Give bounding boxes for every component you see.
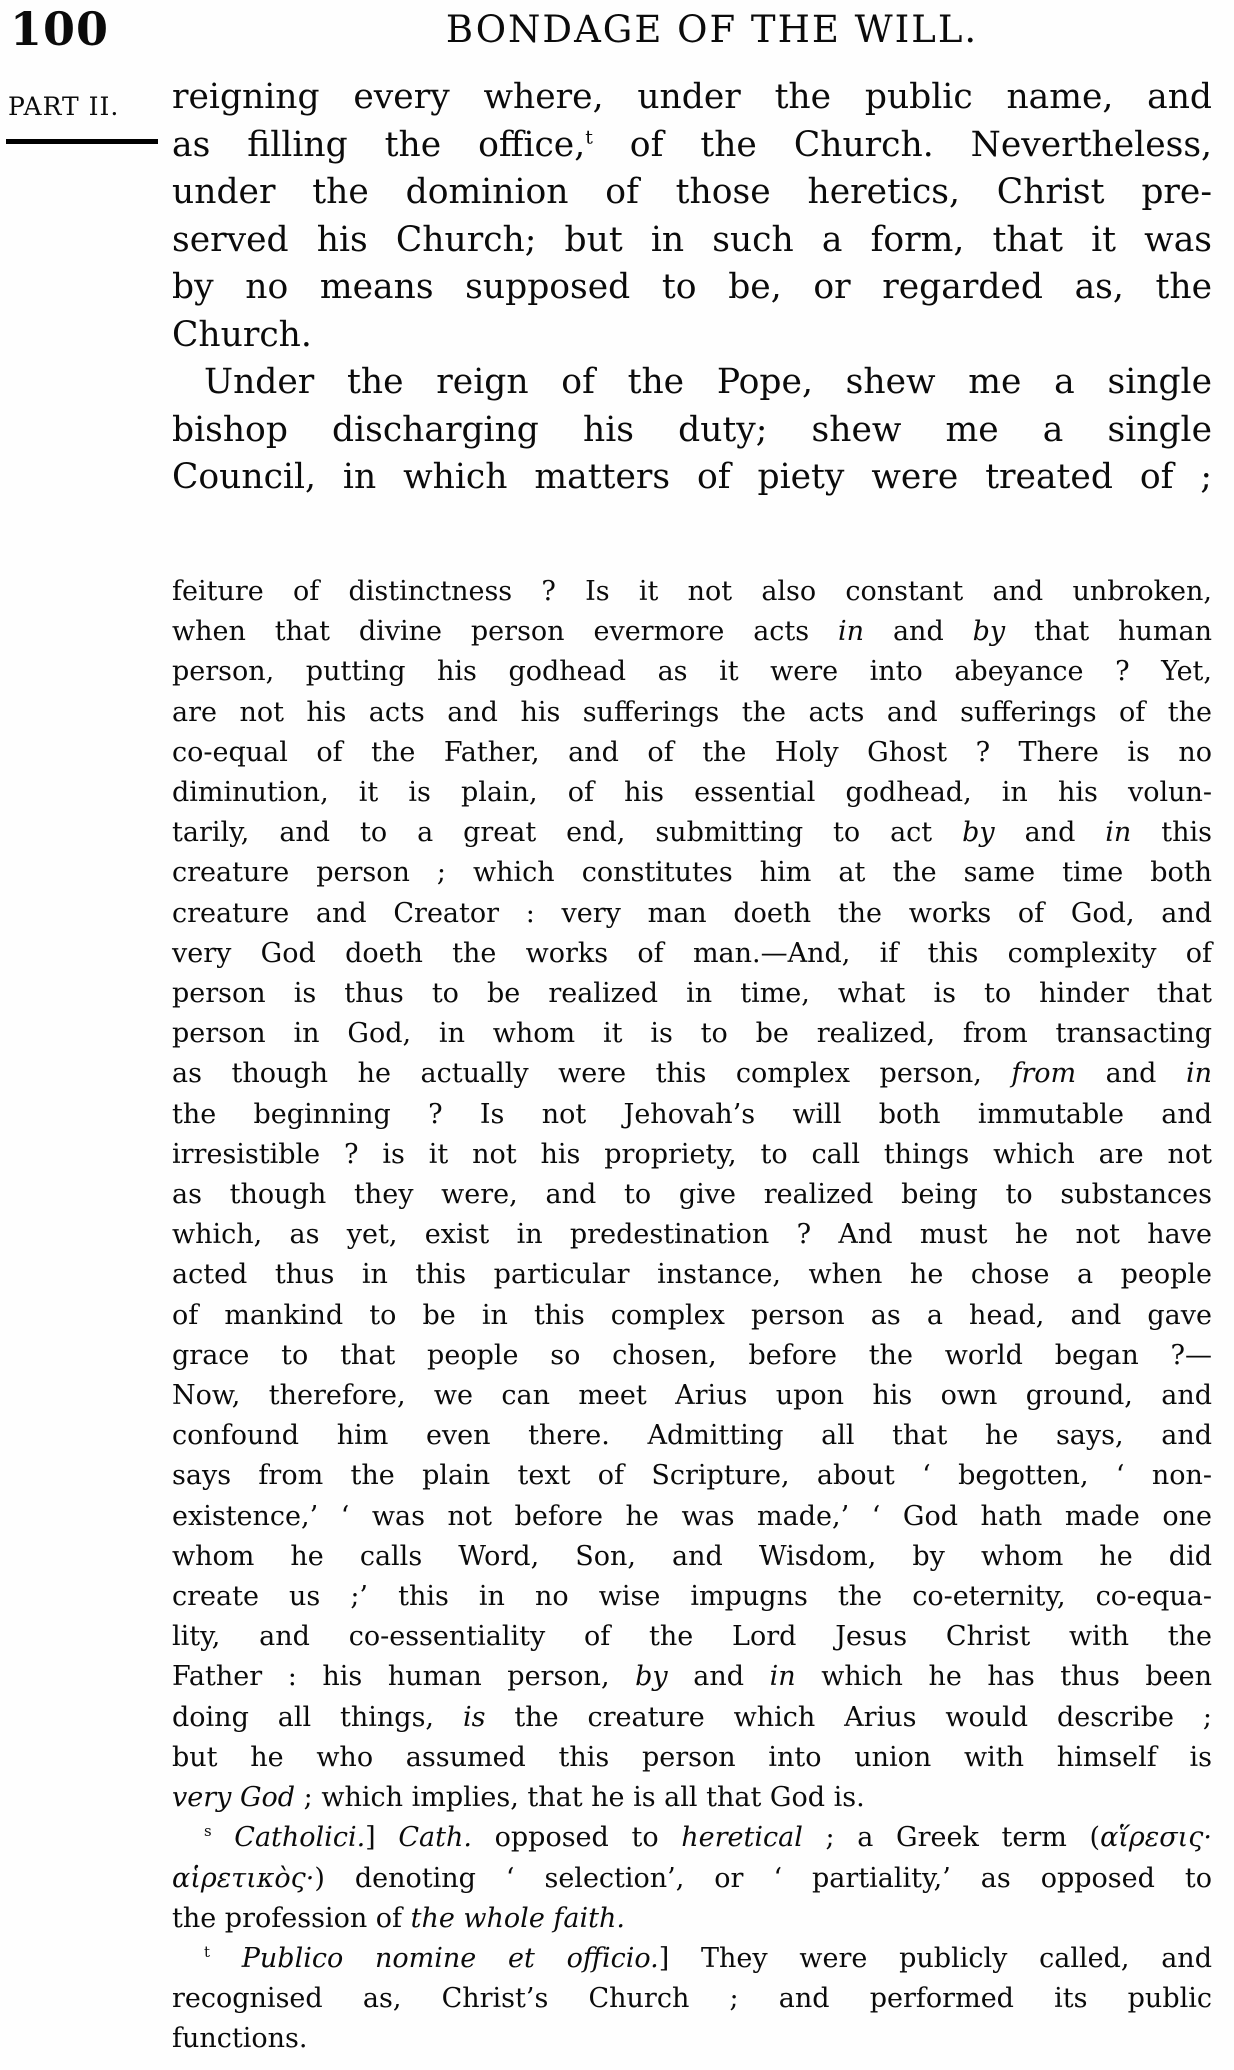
text-line: doing all things, is the creature which Arius would describe ; bbox=[172, 1701, 1212, 1733]
part-label: PART II. bbox=[8, 92, 120, 121]
text-line: as filling the office,$^t$ of the Church. Nevertheless, bbox=[172, 124, 1212, 165]
text-line: recognised as, Christ’s Church ; and performed its public bbox=[172, 1983, 1212, 2015]
text-line: Council, in which matters of piety were treated of ; bbox=[172, 457, 1212, 497]
text-line: bishop discharging his duty; shew me a single bbox=[172, 409, 1212, 450]
text-line: αἱρετικὸς·) denoting ‘ selection’, or ‘ partiality,’ as opposed to bbox=[172, 1862, 1212, 1894]
text-line: existence,’ ‘ was not before he was made,’ ‘ God hath made one bbox=[172, 1500, 1212, 1532]
text-line: feiture of distinctness ? Is it not also constant and unbroken, bbox=[172, 576, 1212, 607]
text-line: says from the plain text of Scripture, about ‘ begotten, ‘ non- bbox=[172, 1460, 1212, 1492]
text-line: but he who assumed this person into union with himself is bbox=[172, 1741, 1212, 1773]
text-line: Under the reign of the Pope, shew me a single bbox=[204, 362, 1212, 402]
running-title: BONDAGE OF THE WILL. bbox=[445, 8, 979, 51]
text-line: person in God, in whom it is to be realized, from transacting bbox=[172, 1018, 1212, 1050]
text-line: acted thus in this particular instance, when he chose a people bbox=[172, 1259, 1212, 1291]
body-text bbox=[172, 74, 1212, 502]
text-line: co-equal of the Father, and of the Holy Ghost ? There is no bbox=[172, 736, 1212, 768]
text-line: the profession of the whole faith. bbox=[172, 1902, 625, 1934]
text-line: Father : his human person, by and in which he has thus been bbox=[172, 1661, 1213, 1693]
text-line: whom he calls Word, Son, and Wisdom, by whom he did bbox=[172, 1540, 1212, 1572]
text-line: as though he actually were this complex person, from and in bbox=[172, 1058, 1212, 1090]
margin-rule bbox=[6, 139, 158, 144]
text-line: are not his acts and his sufferings the acts and sufferings of the bbox=[172, 696, 1212, 728]
footnotes bbox=[172, 572, 1212, 2060]
text-line: served his Church; but in such a form, that it was bbox=[172, 219, 1212, 260]
text-line: grace to that people so chosen, before the world began ?— bbox=[172, 1339, 1212, 1371]
text-line: when that divine person evermore acts in and by that human bbox=[172, 616, 1213, 648]
text-line: irresistible ? is it not his propriety, to call things which are not bbox=[172, 1138, 1212, 1170]
text-line: of mankind to be in this complex person as a head, and gave bbox=[172, 1299, 1212, 1331]
text-line: Church. bbox=[172, 314, 312, 355]
text-line: reigning every where, under the public name, and bbox=[172, 77, 1212, 117]
text-line: confound him even there. Admitting all that he says, and bbox=[172, 1420, 1212, 1452]
text-line: the beginning ? Is not Jehovah’s will both immutable and bbox=[172, 1098, 1212, 1130]
text-line: $^t$ Publico nomine et officio.] They were publicly called, and bbox=[204, 1942, 1212, 1974]
text-line: person is thus to be realized in time, what is to hinder that bbox=[172, 978, 1212, 1010]
text-line: person, putting his godhead as it were into abeyance ? Yet, bbox=[172, 656, 1212, 688]
text-line: tarily, and to a great end, submitting to act by and in this bbox=[172, 817, 1212, 849]
text-line: $^s$ Catholici.] Cath. opposed to heretical ; a Greek term (αἵρεσις· bbox=[204, 1822, 1212, 1854]
text-line: by no means supposed to be, or regarded as, the bbox=[172, 267, 1212, 307]
text-line: which, as yet, exist in predestination ? And must he not have bbox=[172, 1219, 1212, 1251]
page-number: 100 bbox=[10, 2, 110, 56]
text-line: create us ;’ this in no wise impugns the co-eternity, co-equa- bbox=[172, 1581, 1212, 1613]
text-line: lity, and co-essentiality of the Lord Jesus Christ with the bbox=[172, 1621, 1212, 1653]
text-line: diminution, it is plain, of his essential godhead, in his volun- bbox=[172, 777, 1212, 809]
text-line: very God ; which implies, that he is all that God is. bbox=[172, 1782, 865, 1814]
text-line: creature and Creator : very man doeth the works of God, and bbox=[172, 897, 1212, 929]
text-line: creature person ; which constitutes him at the same time both bbox=[172, 857, 1212, 889]
text-line: as though they were, and to give realized being to substances bbox=[172, 1179, 1212, 1211]
text-line: very God doeth the works of man.—And, if this complexity of bbox=[172, 937, 1212, 969]
text-line: functions. bbox=[172, 2023, 308, 2055]
text-line: Now, therefore, we can meet Arius upon his own ground, and bbox=[172, 1380, 1212, 1412]
text-line: under the dominion of those heretics, Christ pre- bbox=[172, 172, 1212, 212]
